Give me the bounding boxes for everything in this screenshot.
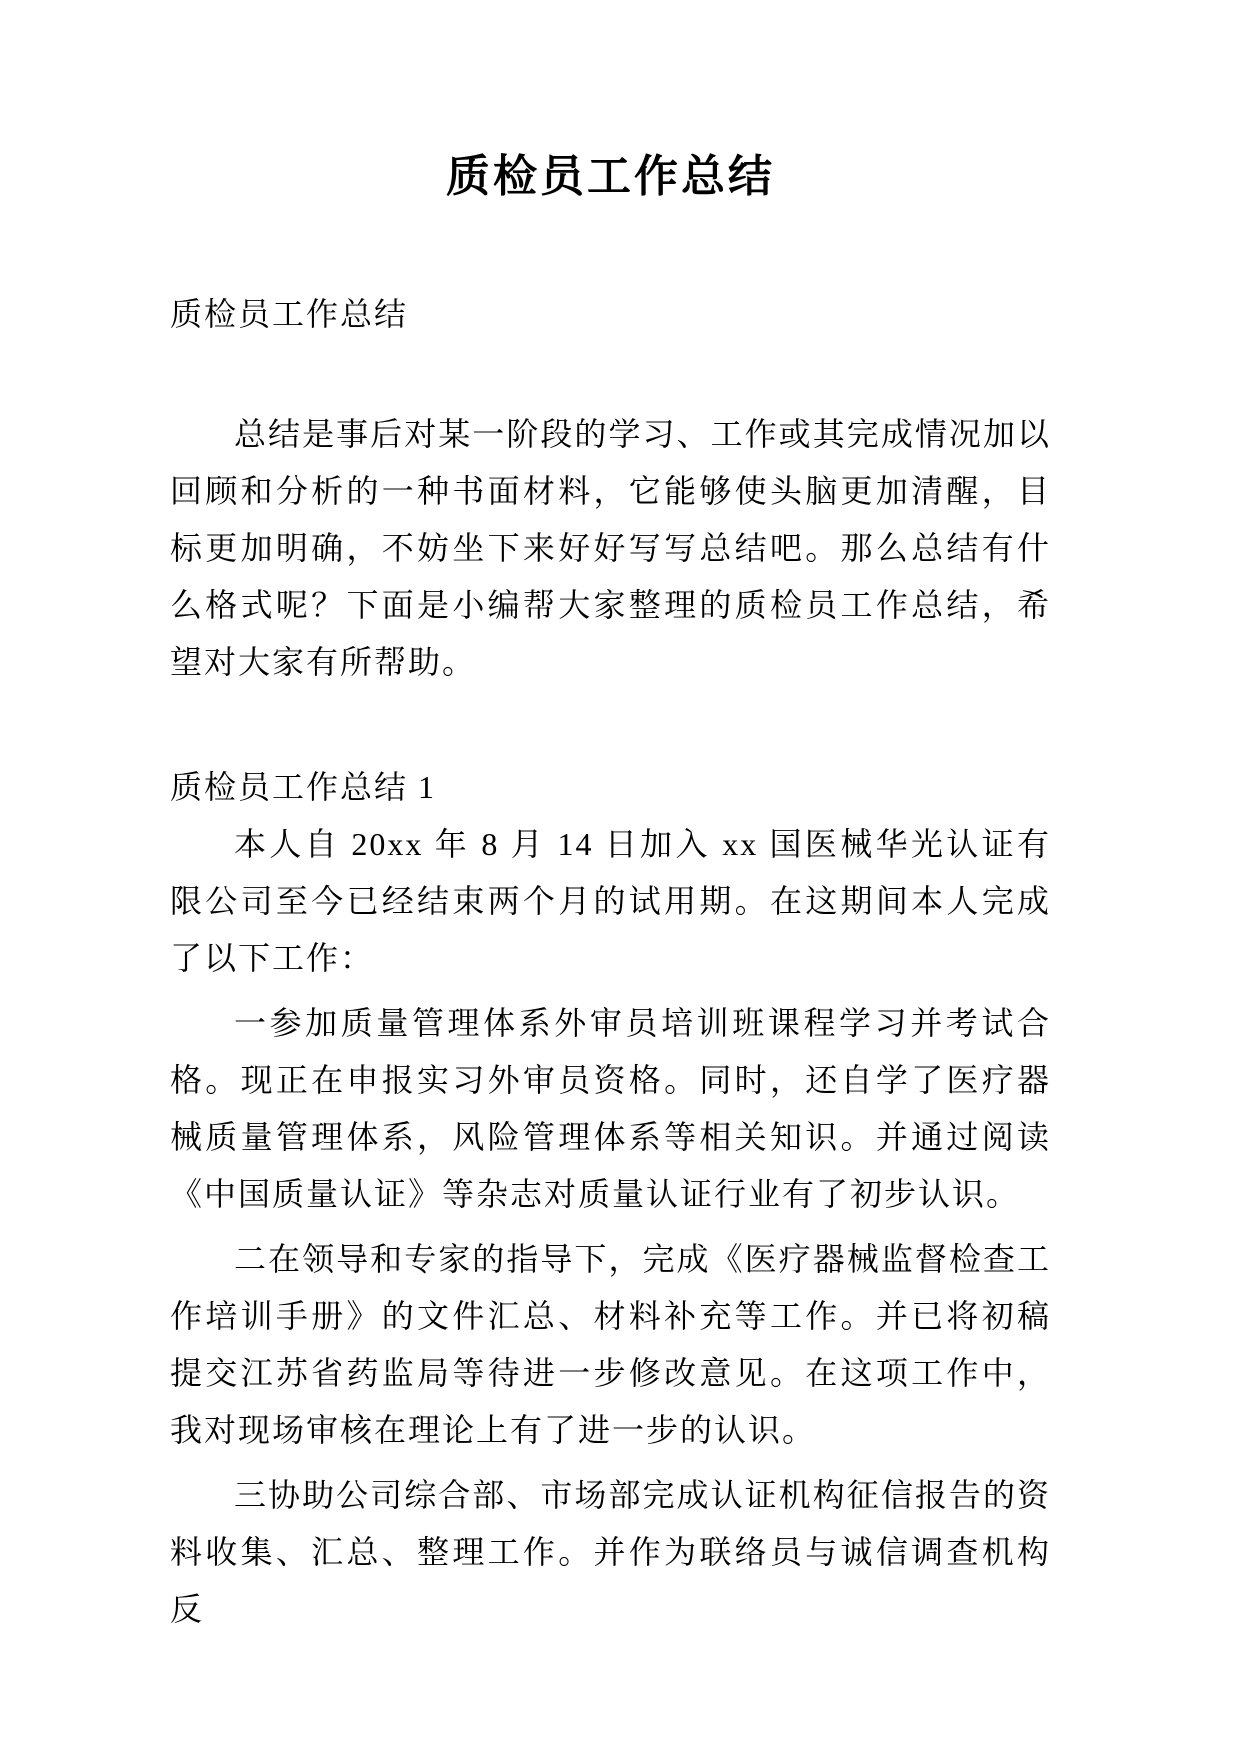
body-paragraph-4: 三协助公司综合部、市场部完成认证机构征信报告的资料收集、汇总、整理工作。并作为联络员与诚信调查机构反 bbox=[170, 1477, 1051, 1627]
section-heading: 质检员工作总结 1 bbox=[170, 769, 437, 805]
body-paragraph-1: 本人自 20xx 年 8 月 14 日加入 xx 国医械华光认证有限公司至今已经结束两个月的试用期。在这期间本人完成了以下工作： bbox=[170, 826, 1051, 976]
body-paragraph-3: 二在领导和专家的指导下，完成《医疗器械监督检查工作培训手册》的文件汇总、材料补充等工作。并已将初稿提交江苏省药监局等待进一步修改意见。在这项工作中，我对现场审核在理论上有了进一步的认识。 bbox=[170, 1241, 1051, 1448]
body-paragraph-2: 一参加质量管理体系外审员培训班课程学习并考试合格。现正在申报实习外审员资格。同时，还自学了医疗器械质量管理体系，风险管理体系等相关知识。并通过阅读《中国质量认证》等杂志对质量认证行业有了初步认识。 bbox=[170, 1005, 1051, 1212]
document-title: 质检员工作总结 bbox=[446, 151, 775, 202]
document-subtitle: 质检员工作总结 bbox=[170, 296, 409, 332]
intro-paragraph: 总结是事后对某一阶段的学习、工作或其完成情况加以回顾和分析的一种书面材料，它能够使头脑更加清醒，目标更加明确，不妨坐下来好好写写总结吧。那么总结有什么格式呢？下面是小编帮大家整理的质检员工作总结，希望对大家有所帮助。 bbox=[170, 416, 1051, 680]
